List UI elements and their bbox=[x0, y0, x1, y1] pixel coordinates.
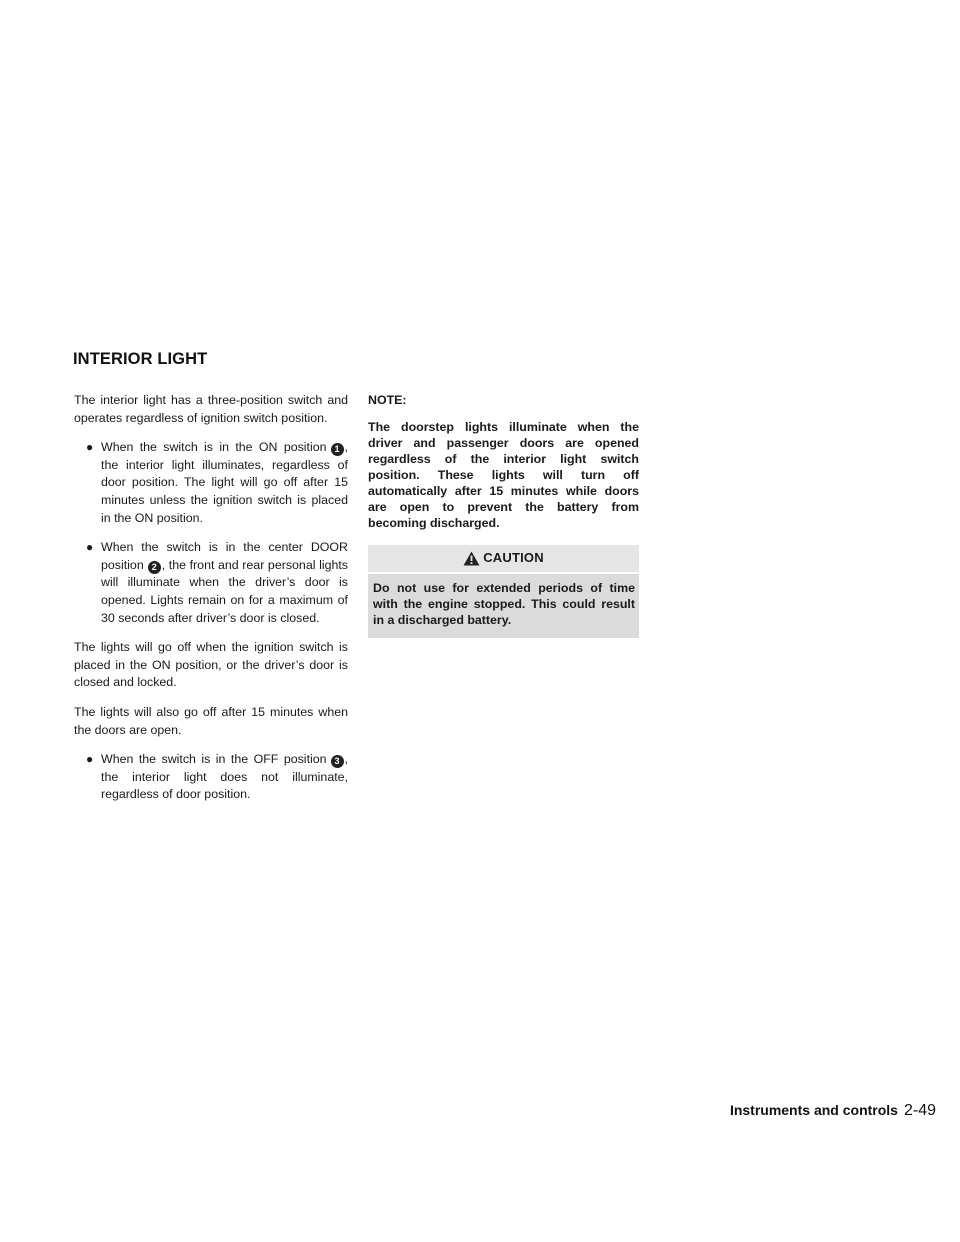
caution-label: CAUTION bbox=[483, 550, 544, 566]
page-footer bbox=[730, 1102, 936, 1120]
page-number: 2-49 bbox=[903, 1102, 936, 1119]
timeout-paragraph: The lights will also go off after 15 minutes when the doors are open. bbox=[74, 704, 348, 737]
bullet-text-post: , the interior light illuminates, regardless of door position. The light will go off after 15 minutes unless the ignition switch is placed in the ON position. bbox=[101, 440, 348, 525]
warning-triangle-icon bbox=[463, 551, 480, 566]
intro-paragraph: The interior light has a three-position switch and operates regardless of ignition switch position. bbox=[74, 393, 348, 425]
bullet-text-post: , the front and rear personal lights will illuminate when the driver’s door is opened. Lights remain on for a maximum of 30 seconds after driver’s door is closed. bbox=[101, 557, 348, 625]
numbered-circle-icon: 2 bbox=[148, 561, 161, 574]
numbered-circle-icon: 1 bbox=[331, 443, 344, 456]
lights-off-paragraph: The lights will go off when the ignition switch is placed in the ON position, or the driver’s door is closed and locked. bbox=[74, 640, 348, 690]
section-title: INTERIOR LIGHT bbox=[73, 350, 208, 368]
left-column bbox=[74, 392, 348, 816]
note-heading: NOTE: bbox=[368, 393, 407, 407]
bullet-dot-icon: ● bbox=[86, 540, 94, 555]
note-body: The doorstep lights illuminate when the driver and passenger doors are opened regardless of the interior light switch position. These lights will turn off automatically after 15 minutes while doors are open to prevent the battery from becoming discharged. bbox=[368, 419, 639, 530]
bullet-on-position bbox=[74, 439, 348, 527]
bullet-text-pre: When the switch is in the center DOOR position bbox=[101, 540, 348, 572]
bullet-door-position bbox=[74, 539, 348, 627]
bullet-off-position bbox=[74, 751, 348, 804]
bullet-dot-icon: ● bbox=[86, 440, 94, 455]
bullet-text-pre: When the switch is in the ON position bbox=[101, 440, 327, 455]
caution-header bbox=[368, 545, 639, 574]
numbered-circle-icon: 3 bbox=[331, 755, 344, 768]
footer-section-name: Instruments and controls bbox=[729, 1102, 898, 1118]
caution-text: Do not use for extended periods of time with the engine stopped. This could result in a discharged battery. bbox=[373, 580, 635, 627]
bullet-dot-icon: ● bbox=[86, 752, 94, 767]
bullet-text-post: , the interior light does not illuminate, regardless of door position. bbox=[101, 752, 348, 802]
right-column bbox=[368, 392, 639, 638]
bullet-text-pre: When the switch is in the OFF position bbox=[101, 752, 327, 767]
caution-box bbox=[368, 545, 639, 638]
